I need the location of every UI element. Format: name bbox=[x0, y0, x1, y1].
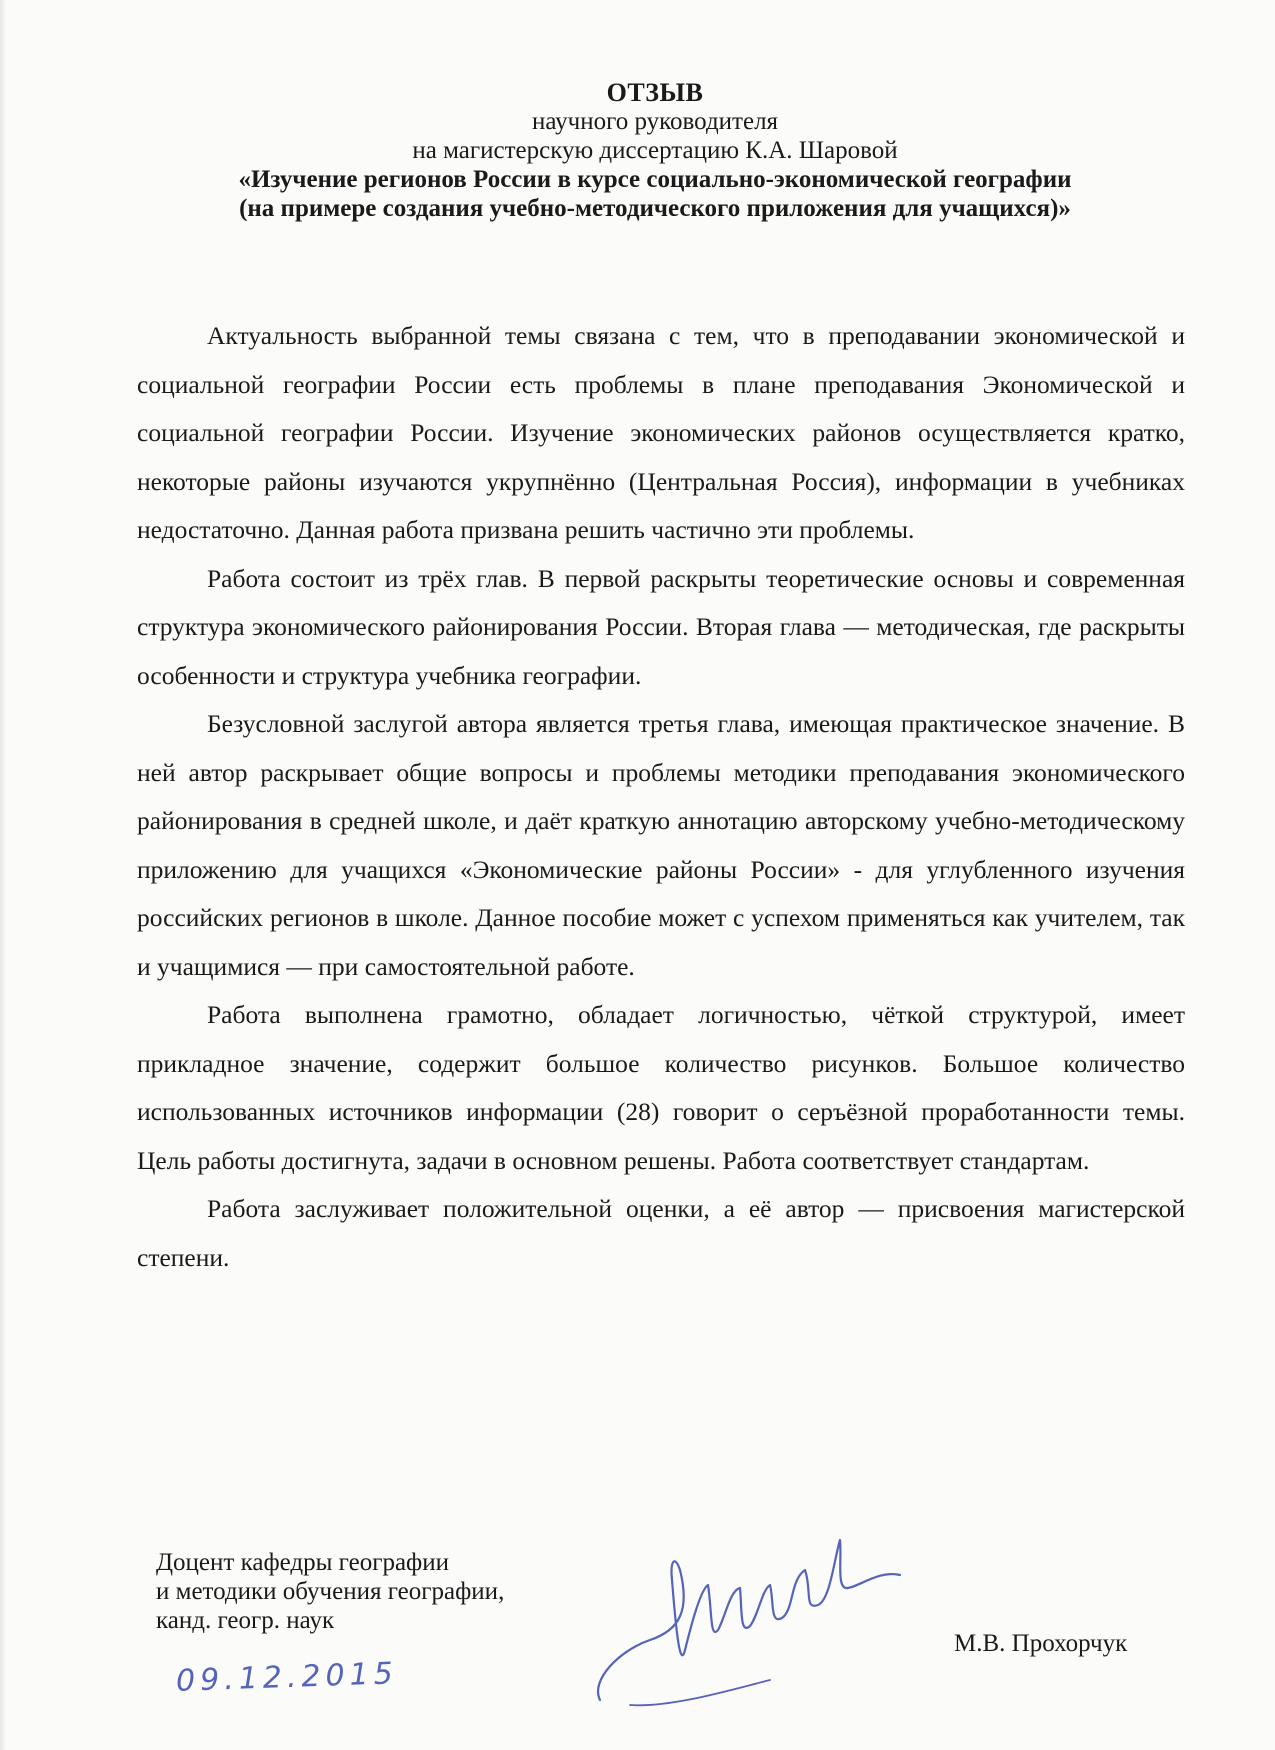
document-header bbox=[140, 78, 1170, 223]
topic-line-2: (на примере создания учебно-методического приложения для учащихся)» bbox=[239, 195, 1071, 222]
document-body bbox=[137, 312, 1185, 1282]
header-line-1: научного руководителя bbox=[531, 108, 779, 135]
paragraph-merit: Безусловной заслугой автора является третья глава, имеющая практическое значение. В ней автор раскрывает общие вопросы и проблемы методики преподавания экономического районирования в средней школе, и даёт краткую аннотацию авторскому учебно-методическому приложению для учащихся «Экономические районы России» - для углубленного изучения российских регионов в школе. Данное пособие может с успехом применяться как учителем, так и учащимися — при самостоятельной работе. bbox=[137, 709, 1185, 981]
position-line-1: Доцент кафедры географии bbox=[156, 1549, 450, 1576]
paragraph-structure: Работа состоит из трёх глав. В первой раскрыты теоретические основы и современная структура экономического районирования России. Вторая глава — методическая, где раскрыты особенности и структура учебника географии. bbox=[137, 563, 1185, 690]
handwritten-date: 09.12.2015 bbox=[175, 1656, 399, 1699]
header-line-2: на магистерскую диссертацию К.А. Шаровой bbox=[412, 137, 898, 164]
handwritten-signature bbox=[590, 1530, 920, 1720]
paragraph-relevance: Актуальность выбранной темы связана с тем, что в преподавании экономической и социальной географии России есть проблемы в плане преподавания Экономической и социальной географии России. Изучение экономических районов осуществляется кратко, некоторые районы изучаются укрупнённо (Центральная Россия), информации в учебниках недостаточно. Данная работа призвана решить частично эти проблемы. bbox=[137, 321, 1185, 544]
signer-name: М.В. Прохорчук bbox=[954, 1630, 1128, 1657]
position-line-3: канд. геогр. наук bbox=[156, 1607, 335, 1634]
paragraph-quality: Работа выполнена грамотно, обладает логичностью, чёткой структурой, имеет прикладное значение, содержит большое количество рисунков. Большое количество использованных источников информации (28) говорит о серъёзной проработанности темы. Цель работы достигнута, задачи в основном решены. Работа соответствует стандартам. bbox=[137, 1000, 1185, 1175]
paragraph-conclusion: Работа заслуживает положительной оценки, а её автор — присвоения магистерской степени. bbox=[137, 1194, 1185, 1272]
signer-position bbox=[156, 1548, 504, 1635]
document-title: ОТЗЫВ bbox=[606, 78, 704, 107]
topic-line-1: «Изучение регионов России в курсе социально-экономической географии bbox=[238, 166, 1072, 193]
scan-edge bbox=[0, 0, 6, 1750]
position-line-2: и методики обучения географии, bbox=[156, 1578, 505, 1605]
